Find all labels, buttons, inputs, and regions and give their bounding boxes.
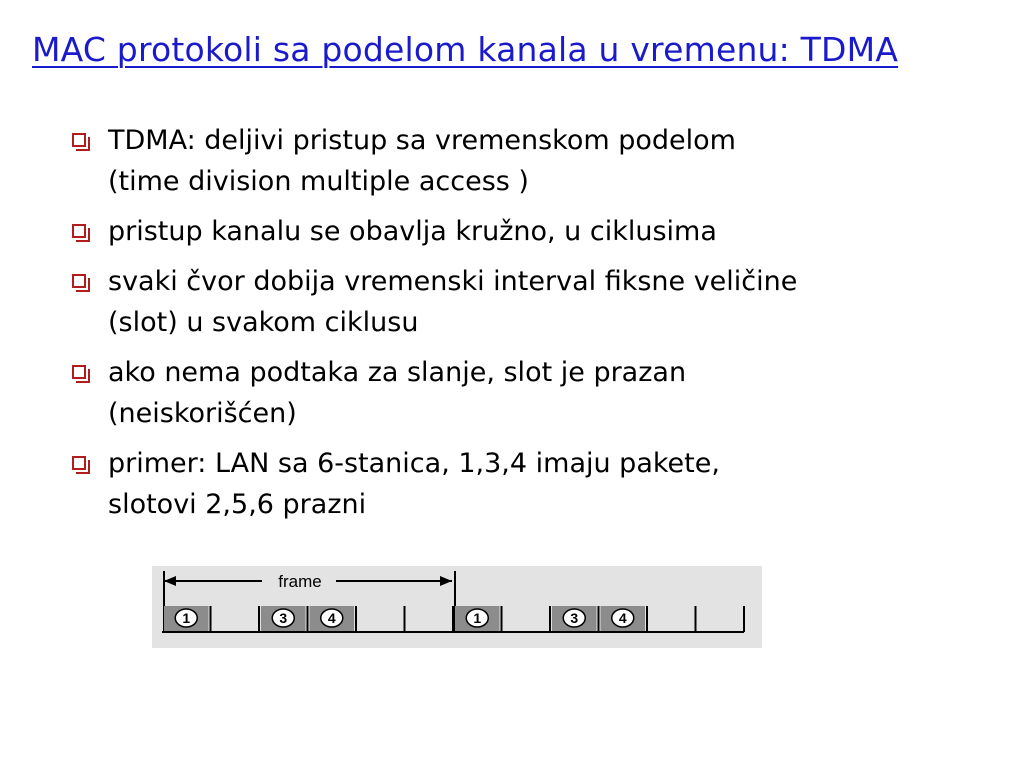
station-label-1: 1 [182, 610, 191, 626]
tdma-frame-diagram [152, 566, 762, 648]
frame-label: frame [278, 572, 322, 591]
slide-title: MAC protokoli sa podelom kanala u vremenu: TDMA [32, 30, 899, 69]
station-label-3: 3 [279, 610, 288, 626]
bullet-item [72, 352, 972, 434]
checkbox-bullet-icon [72, 365, 86, 379]
bullet-line-1: svaki čvor dobija vremenski interval fiksne veličine [108, 266, 798, 297]
bullet-line-2: slotovi 2,5,6 prazni [108, 489, 367, 520]
bullet-line-2: (slot) u svakom ciklusu [108, 307, 419, 338]
bullet-item [72, 211, 972, 252]
bullet-line-1: primer: LAN sa 6-stanica, 1,3,4 imaju pakete, [108, 448, 720, 479]
bullet-list [72, 120, 972, 534]
bullet-line-2: (neiskorišćen) [108, 398, 297, 429]
station-label-3: 3 [570, 610, 579, 626]
bullet-item [72, 261, 972, 343]
station-label-1: 1 [473, 610, 482, 626]
checkbox-bullet-icon [72, 274, 86, 288]
bullet-item [72, 120, 972, 202]
checkbox-bullet-icon [72, 133, 86, 147]
bullet-line-1: pristup kanalu se obavlja kružno, u ciklusima [108, 216, 717, 247]
bullet-line-2: (time division multiple access ) [108, 166, 529, 197]
checkbox-bullet-icon [72, 224, 86, 238]
checkbox-bullet-icon [72, 456, 86, 470]
station-label-4: 4 [327, 610, 336, 626]
station-label-4: 4 [618, 610, 627, 626]
bullet-item [72, 443, 972, 525]
bullet-line-1: ako nema podtaka za slanje, slot je prazan [108, 357, 687, 388]
bullet-line-1: TDMA: deljivi pristup sa vremenskom podelom [108, 125, 736, 156]
